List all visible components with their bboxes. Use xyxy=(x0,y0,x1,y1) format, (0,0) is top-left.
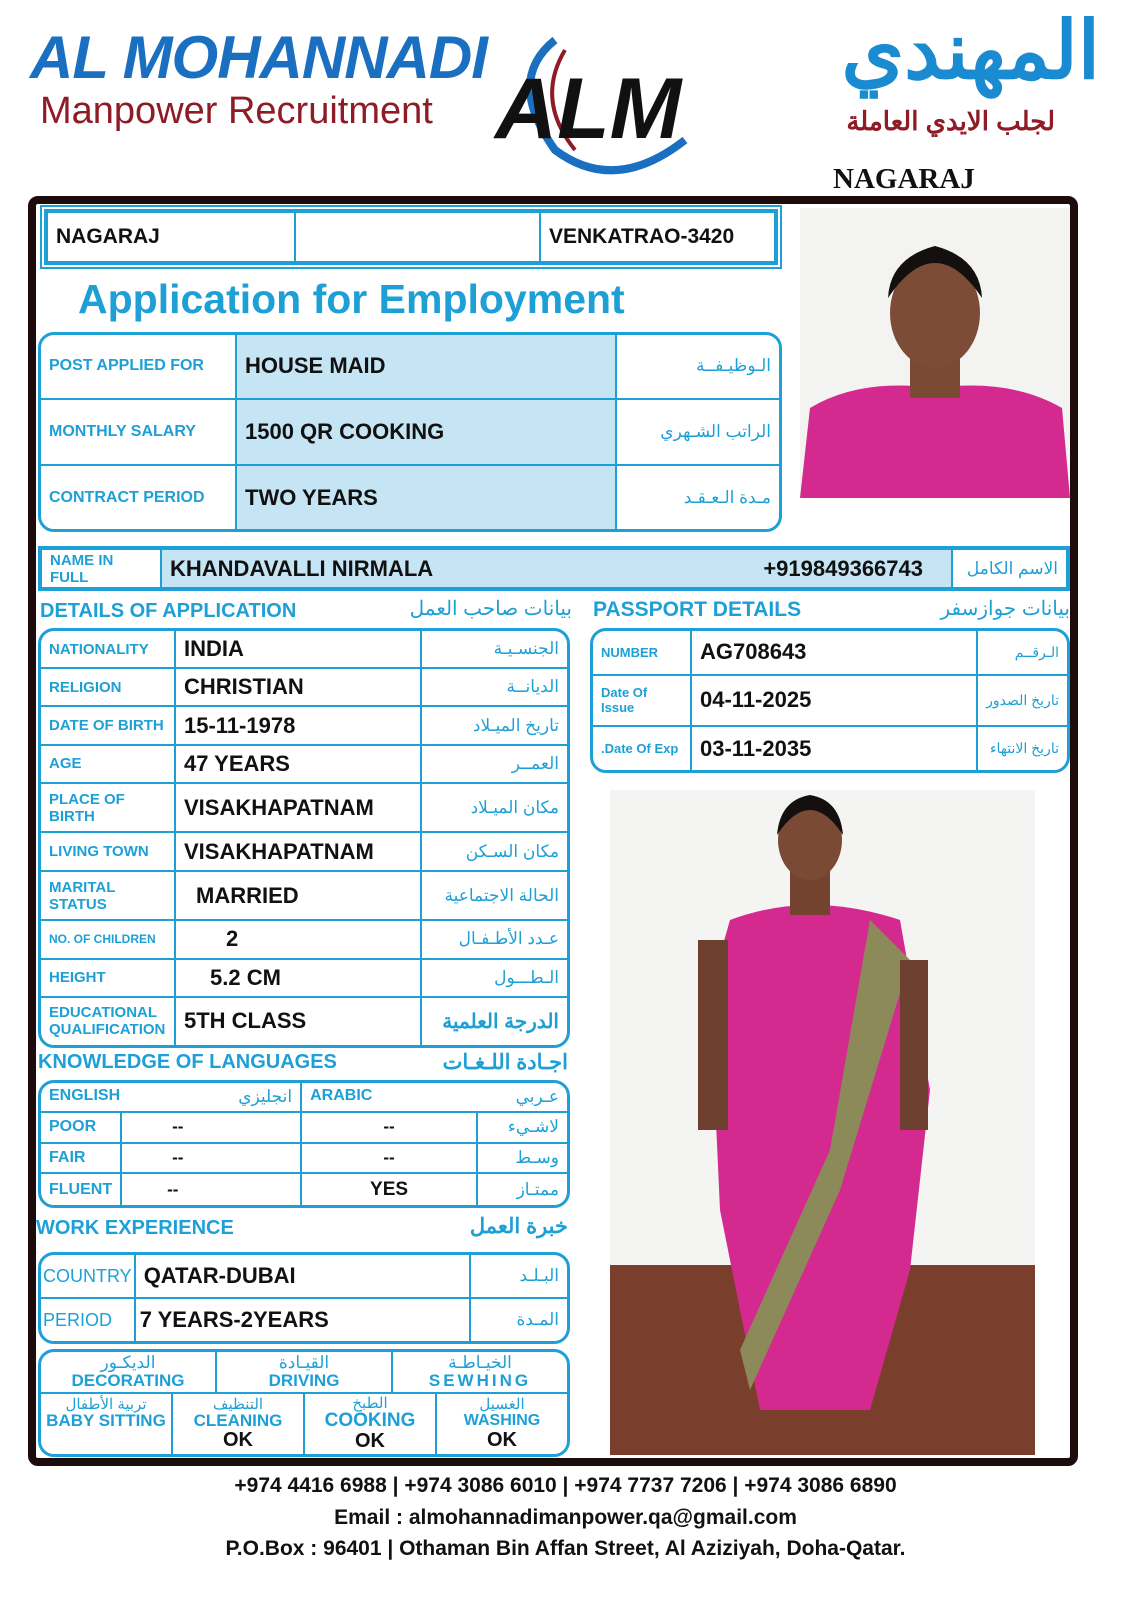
agent-cell: NAGARAJ xyxy=(47,212,295,262)
detail-label: EDUCATIONAL QUALIFICATION xyxy=(41,997,175,1045)
full-name-label: NAME IN FULL xyxy=(41,549,161,588)
brand-subtitle-ar: لجلب الايدي العاملة xyxy=(846,106,1055,136)
detail-label: DATE OF BIRTH xyxy=(41,706,175,744)
brand-name-en: AL MOHANNADI xyxy=(30,24,487,91)
passport-label: .Date Of Exp xyxy=(593,726,691,770)
brand-subtitle: Manpower Recruitment xyxy=(40,90,433,132)
detail-value: 5TH CLASS xyxy=(175,997,421,1045)
detail-label: LIVING TOWN xyxy=(41,832,175,870)
detail-row xyxy=(41,920,567,958)
post-table xyxy=(38,332,782,532)
skill-washing xyxy=(437,1394,567,1454)
detail-row xyxy=(41,783,567,832)
work-heading-ar: خبرة العمل xyxy=(469,1215,568,1238)
language-level-row xyxy=(41,1112,567,1143)
detail-row xyxy=(41,631,567,668)
skill-value: OK xyxy=(223,1429,253,1452)
passport-value: AG708643 xyxy=(691,631,977,675)
contract-row xyxy=(41,465,779,529)
passport-label-ar: الـرقــم xyxy=(977,631,1067,675)
detail-label-ar: مكان السـكن xyxy=(421,832,567,870)
english-label: ENGLISH xyxy=(49,1087,121,1105)
detail-row xyxy=(41,668,567,706)
passport-heading: PASSPORT DETAILS xyxy=(593,598,802,621)
detail-value: VISAKHAPATNAM xyxy=(175,783,421,832)
alm-logo xyxy=(495,20,720,180)
skill-cooking xyxy=(305,1394,437,1454)
skill-label: CLEANING xyxy=(193,1411,283,1431)
detail-value: VISAKHAPATNAM xyxy=(175,832,421,870)
detail-label: NO. OF CHILDREN xyxy=(41,920,175,958)
form-title: Application for Employment xyxy=(78,276,625,322)
passport-table xyxy=(590,628,1070,773)
detail-label-ar: تاريخ الميـلاد xyxy=(421,706,567,744)
work-row xyxy=(41,1298,567,1341)
skill-label-ar: الطبخ xyxy=(352,1394,388,1412)
reference-cell: VENKATRAO-3420 xyxy=(540,212,775,262)
skill-value: OK xyxy=(355,1430,385,1453)
details-heading: DETAILS OF APPLICATION xyxy=(40,600,297,622)
portrait-photo xyxy=(800,208,1070,498)
level-label: FLUENT xyxy=(41,1173,121,1205)
detail-label: RELIGION xyxy=(41,668,175,706)
detail-label-ar: الدرجة العلمية xyxy=(421,997,567,1045)
detail-value: 47 YEARS xyxy=(175,745,421,783)
post-row xyxy=(41,335,779,399)
work-heading: WORK EXPERIENCE xyxy=(36,1217,234,1239)
reference-box xyxy=(40,205,782,269)
detail-row xyxy=(41,997,567,1045)
full-name-label-ar: الاسم الكامل xyxy=(952,549,1067,588)
level-label: FAIR xyxy=(41,1143,121,1174)
skill-label-ar: تربية الأطفال xyxy=(65,1395,147,1413)
skill-value: OK xyxy=(487,1428,517,1451)
arabic-level: -- xyxy=(301,1112,477,1143)
details-heading-ar: بيانات صاحب العمل xyxy=(409,598,572,620)
skill-value xyxy=(41,1430,171,1451)
footer-address: P.O.Box : 96401 | Othaman Bin Affan Street, Al Aziziyah, Doha-Qatar. xyxy=(225,1537,906,1560)
passport-row xyxy=(593,675,1067,727)
skill-driving xyxy=(217,1352,393,1392)
level-label-ar: لاشـيء xyxy=(477,1112,567,1143)
work-value: QATAR-DUBAI xyxy=(135,1255,470,1298)
arabic-level: YES xyxy=(301,1173,477,1205)
languages-table xyxy=(38,1080,570,1208)
footer-email: Email : almohannadimanpower.qa@gmail.com xyxy=(334,1506,797,1529)
language-level-row xyxy=(41,1143,567,1174)
detail-value: MARRIED xyxy=(175,871,421,920)
skill-label: COOKING xyxy=(324,1410,416,1432)
detail-label-ar: الديانــة xyxy=(421,668,567,706)
footer-phones: +974 4416 6988 | +974 3086 6010 | +974 7737 7206 | +974 3086 6890 xyxy=(234,1474,897,1497)
detail-label-ar: عـدد الأطـفـال xyxy=(421,920,567,958)
skill-label-ar: الخيـاطـة xyxy=(448,1353,512,1373)
contract-label: CONTRACT PERIOD xyxy=(41,465,236,529)
arabic-level: -- xyxy=(301,1143,477,1174)
salary-row xyxy=(41,399,779,465)
brand-name-ar: المهندي xyxy=(841,6,1100,95)
passport-row xyxy=(593,631,1067,675)
detail-row xyxy=(41,745,567,783)
skill-label: DECORATING xyxy=(71,1371,185,1390)
passport-label-ar: تاريخ الانتهاء xyxy=(977,726,1067,770)
full-body-photo xyxy=(610,790,1035,1455)
work-value: 7 YEARS-2YEARS xyxy=(135,1298,470,1341)
skill-label: SEWHING xyxy=(428,1371,532,1390)
language-level-row xyxy=(41,1173,567,1205)
passport-label: Date Of Issue xyxy=(593,675,691,727)
level-label-ar: ممتـاز xyxy=(477,1173,567,1205)
work-table xyxy=(38,1252,570,1344)
english-level: -- xyxy=(121,1173,301,1205)
work-label: COUNTRY xyxy=(41,1255,135,1298)
alm-logo-text: ALM xyxy=(495,61,682,157)
arabic-label-ar: عـربي xyxy=(515,1087,559,1107)
passport-label-ar: تاريخ الصدور xyxy=(977,675,1067,727)
work-label-ar: البـلـد xyxy=(470,1255,567,1298)
detail-row xyxy=(41,706,567,744)
detail-label: AGE xyxy=(41,745,175,783)
post-label-ar: الـوظيـفــة xyxy=(616,335,779,399)
languages-heading: KNOWLEDGE OF LANGUAGES xyxy=(38,1051,337,1073)
detail-value: 5.2 CM xyxy=(175,959,421,997)
detail-label: HEIGHT xyxy=(41,959,175,997)
salary-label: MONTHLY SALARY xyxy=(41,399,236,465)
work-label-ar: المـدة xyxy=(470,1298,567,1341)
detail-label: PLACE OF BIRTH xyxy=(41,783,175,832)
phone-value: +919849366743 xyxy=(626,549,952,588)
skill-label: DRIVING xyxy=(268,1371,340,1390)
detail-value: INDIA xyxy=(175,631,421,668)
skill-cleaning xyxy=(173,1394,305,1454)
post-value: HOUSE MAID xyxy=(236,335,616,399)
skill-sewing xyxy=(393,1352,567,1392)
contract-value: TWO YEARS xyxy=(236,465,616,529)
passport-value: 03-11-2035 xyxy=(691,726,977,770)
passport-value: 04-11-2025 xyxy=(691,675,977,727)
detail-row xyxy=(41,959,567,997)
work-row xyxy=(41,1255,567,1298)
detail-value: CHRISTIAN xyxy=(175,668,421,706)
english-level: -- xyxy=(121,1143,301,1174)
skill-label: WASHING xyxy=(463,1411,541,1429)
detail-label: NATIONALITY xyxy=(41,631,175,668)
skill-label: BABY SITTING xyxy=(46,1411,166,1431)
full-name-value: KHANDAVALLI NIRMALA xyxy=(161,549,626,588)
skill-decorating xyxy=(41,1352,217,1392)
detail-value: 15-11-1978 xyxy=(175,706,421,744)
work-label: PERIOD xyxy=(41,1298,135,1341)
skill-label-ar: القيـادة xyxy=(278,1353,330,1373)
detail-label-ar: العمــر xyxy=(421,745,567,783)
post-label: POST APPLIED FOR xyxy=(41,335,236,399)
agent-name: NAGARAJ xyxy=(833,163,975,195)
english-label-ar: انجليزي xyxy=(238,1087,293,1107)
passport-row xyxy=(593,726,1067,770)
languages-header-row xyxy=(41,1083,567,1112)
passport-heading-ar: بيانات جوازسفر xyxy=(940,598,1070,620)
full-name-row xyxy=(38,546,1070,591)
languages-heading-ar: اجـادة اللـغـات xyxy=(442,1051,568,1074)
skills-table xyxy=(38,1349,570,1457)
empty-cell xyxy=(295,212,540,262)
arabic-label: ARABIC xyxy=(310,1087,373,1105)
contract-label-ar: مـدة الـعـقـد xyxy=(616,465,779,529)
salary-label-ar: الراتب الشـهري xyxy=(616,399,779,465)
skill-baby-sitting xyxy=(41,1394,173,1454)
detail-label: MARITAL STATUS xyxy=(41,871,175,920)
detail-label-ar: الحالة الاجتماعية xyxy=(421,871,567,920)
detail-value: 2 xyxy=(175,920,421,958)
skill-label-ar: الغسيل xyxy=(479,1396,525,1414)
detail-label-ar: الـطـــول xyxy=(421,959,567,997)
salary-value: 1500 QR COOKING xyxy=(236,399,616,465)
details-table xyxy=(38,628,570,1048)
detail-row xyxy=(41,832,567,870)
level-label-ar: وسـط xyxy=(477,1143,567,1174)
detail-label-ar: الجنسـيـة xyxy=(421,631,567,668)
detail-label-ar: مكان الميـلاد xyxy=(421,783,567,832)
passport-label: NUMBER xyxy=(593,631,691,675)
skill-label-ar: التنظيف xyxy=(212,1395,264,1413)
level-label: POOR xyxy=(41,1112,121,1143)
detail-row xyxy=(41,871,567,920)
skill-label-ar: الديكـور xyxy=(100,1353,156,1373)
english-level: -- xyxy=(121,1112,301,1143)
